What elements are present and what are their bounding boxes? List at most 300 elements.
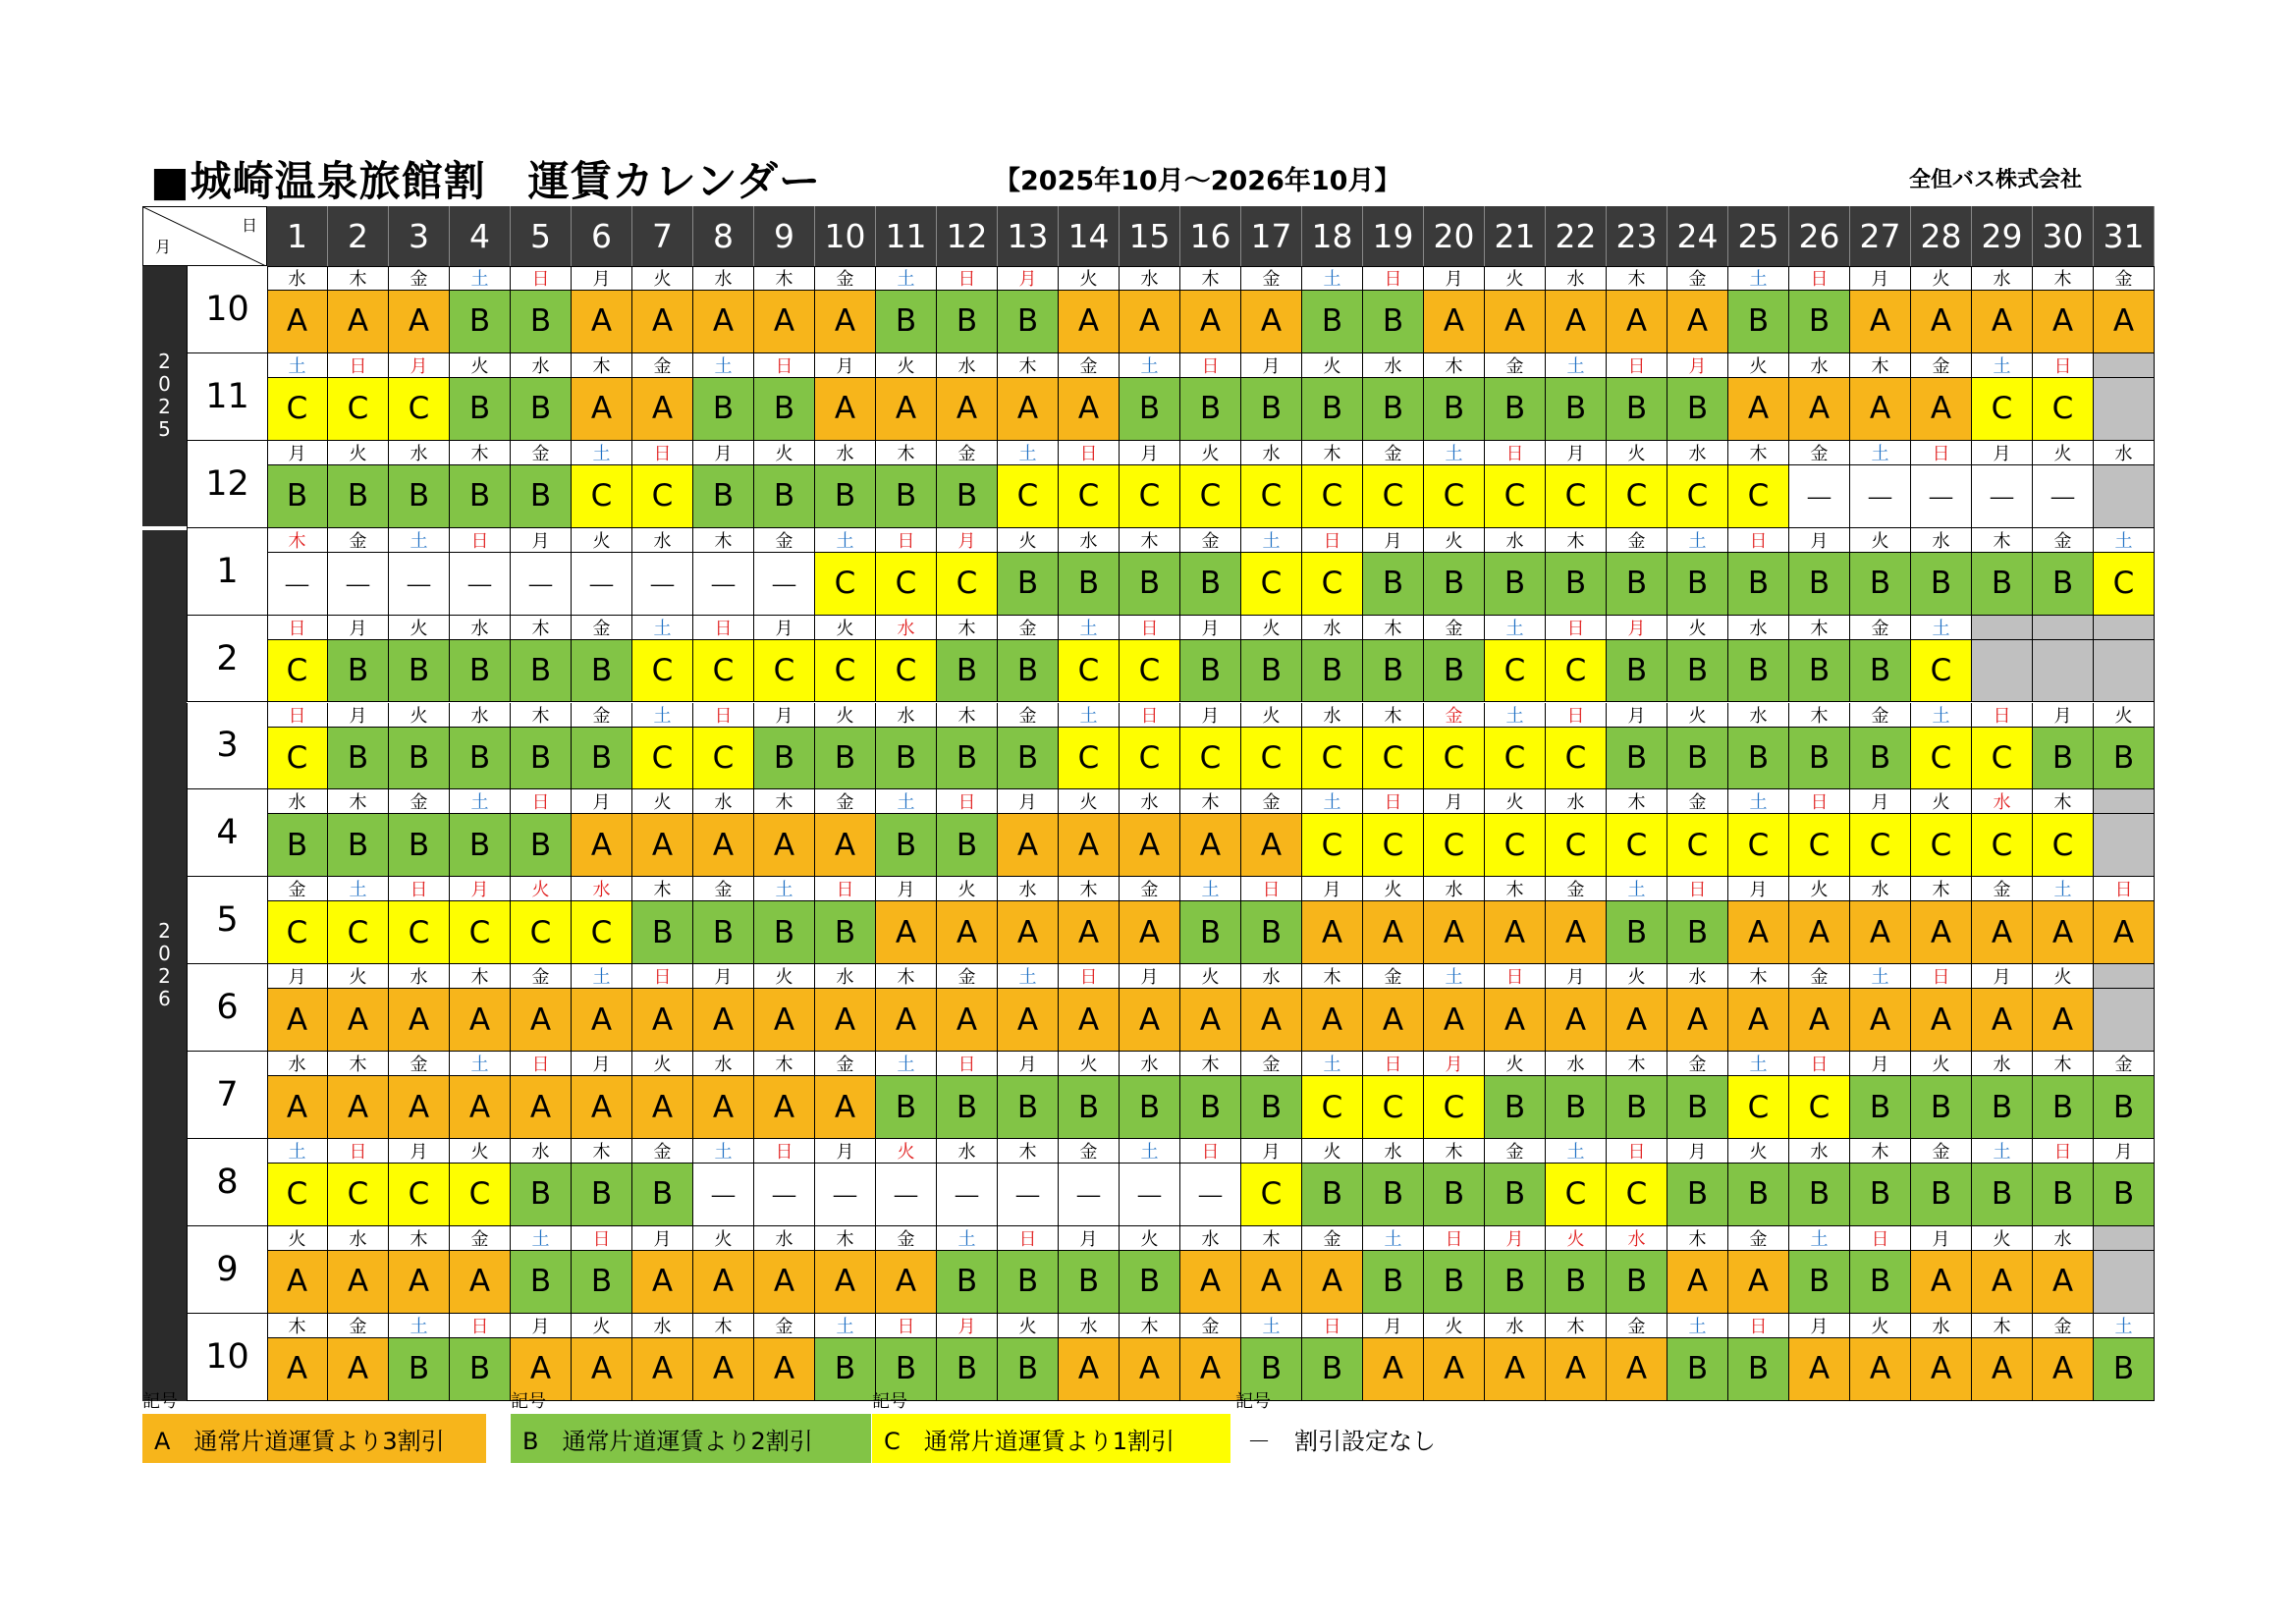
weekday-cell: 火 bbox=[1424, 528, 1485, 553]
fare-cell: B bbox=[754, 728, 815, 790]
weekday-cell: 土 bbox=[1241, 1314, 1302, 1338]
weekday-cell: 火 bbox=[998, 528, 1059, 553]
fare-cell: A bbox=[2033, 291, 2094, 353]
weekday-cell: 日 bbox=[450, 1314, 511, 1338]
fare-cell: C bbox=[1059, 728, 1120, 790]
day-header: 5 bbox=[511, 206, 572, 266]
fare-cell: B bbox=[572, 1251, 632, 1314]
legend-heading: 記号 bbox=[142, 1391, 178, 1412]
fare-cell: B bbox=[1728, 553, 1789, 616]
fare-cell: B bbox=[450, 728, 511, 790]
weekday-cell: 月 bbox=[389, 353, 450, 378]
weekday-cell: 土 bbox=[876, 1052, 937, 1076]
fare-cell: C bbox=[876, 640, 937, 703]
weekday-cell: 水 bbox=[450, 616, 511, 640]
fare-cell: C bbox=[876, 553, 937, 616]
fare-cell: B bbox=[1607, 1076, 1667, 1139]
month-label: 12 bbox=[187, 441, 267, 528]
weekday-cell: 水 bbox=[1363, 1139, 1424, 1164]
fare-cell: B bbox=[328, 465, 389, 528]
weekday-cell: 火 bbox=[1546, 1226, 1607, 1251]
weekday-cell: 火 bbox=[1911, 1052, 1972, 1076]
weekday-cell: 日 bbox=[450, 528, 511, 553]
weekday-cell: 月 bbox=[1850, 1052, 1911, 1076]
weekday-cell: 金 bbox=[2094, 266, 2155, 291]
weekday-cell: 月 bbox=[1607, 616, 1667, 640]
weekday-cell: 土 bbox=[998, 441, 1059, 465]
fare-cell: B bbox=[693, 465, 754, 528]
fare-cell: B bbox=[1424, 1251, 1485, 1314]
day-header: 30 bbox=[2033, 206, 2094, 266]
fare-cell: A bbox=[1850, 1338, 1911, 1401]
fare-cell: A bbox=[632, 814, 693, 877]
year-digit: 0 bbox=[158, 372, 171, 397]
weekday-cell: 木 bbox=[1789, 703, 1850, 728]
fare-cell: A bbox=[1972, 291, 2033, 353]
weekday-cell: 火 bbox=[1667, 616, 1728, 640]
weekday-cell: 木 bbox=[1302, 964, 1363, 989]
weekday-cell: 水 bbox=[267, 1052, 328, 1076]
fare-cell: A bbox=[511, 1338, 572, 1401]
legend-heading: 記号 bbox=[511, 1391, 546, 1412]
weekday-cell: 月 bbox=[1789, 1314, 1850, 1338]
fare-cell: A bbox=[267, 1338, 328, 1401]
weekday-cell: 日 bbox=[2033, 353, 2094, 378]
month-label: 1 bbox=[187, 528, 267, 616]
fare-cell: A bbox=[1607, 291, 1667, 353]
weekday-cell: 月 bbox=[1850, 789, 1911, 814]
fare-cell: C bbox=[1546, 1164, 1607, 1226]
fare-cell: A bbox=[876, 1251, 937, 1314]
fare-cell: B bbox=[572, 728, 632, 790]
fare-cell: A bbox=[572, 291, 632, 353]
weekday-cell: 木 bbox=[1667, 1226, 1728, 1251]
year-digit: 2 bbox=[158, 350, 171, 374]
fare-cell: C bbox=[1972, 378, 2033, 441]
fare-cell: A bbox=[1059, 291, 1120, 353]
fare-cell: B bbox=[876, 291, 937, 353]
weekday-cell: 月 bbox=[1302, 877, 1363, 901]
weekday-cell: 水 bbox=[937, 353, 998, 378]
fare-cell: A bbox=[815, 989, 876, 1052]
weekday-cell: 木 bbox=[2033, 266, 2094, 291]
weekday-cell: 日 bbox=[1850, 1226, 1911, 1251]
weekday-cell: 火 bbox=[1302, 1139, 1363, 1164]
fare-cell: B bbox=[876, 814, 937, 877]
fare-cell: B bbox=[1728, 1338, 1789, 1401]
fare-cell: C bbox=[1667, 814, 1728, 877]
fare-cell: C bbox=[2094, 553, 2155, 616]
weekday-cell: 日 bbox=[1363, 789, 1424, 814]
fare-cell: A bbox=[1485, 1338, 1546, 1401]
weekday-cell: 火 bbox=[267, 1226, 328, 1251]
weekday-cell: 日 bbox=[1607, 353, 1667, 378]
weekday-cell: 水 bbox=[1850, 877, 1911, 901]
fare-cell: C bbox=[389, 378, 450, 441]
fare-cell: B bbox=[1972, 1164, 2033, 1226]
day-header: 27 bbox=[1850, 206, 1911, 266]
fare-cell: B bbox=[1363, 553, 1424, 616]
weekday-cell: 木 bbox=[328, 1052, 389, 1076]
fare-cell: － bbox=[1972, 465, 2033, 528]
fare-cell: C bbox=[1911, 640, 1972, 703]
fare-cell: C bbox=[1789, 1076, 1850, 1139]
fare-cell: C bbox=[1120, 728, 1180, 790]
legend-item bbox=[142, 1390, 486, 1463]
weekday-cell: 土 bbox=[267, 353, 328, 378]
fare-cell: A bbox=[754, 989, 815, 1052]
fare-cell: C bbox=[267, 378, 328, 441]
weekday-cell: 水 bbox=[1972, 1052, 2033, 1076]
weekday-cell: 金 bbox=[1546, 877, 1607, 901]
fare-cell: C bbox=[1485, 465, 1546, 528]
fare-cell: B bbox=[2033, 553, 2094, 616]
legend-heading: 記号 bbox=[872, 1391, 907, 1412]
weekday-cell: 水 bbox=[511, 353, 572, 378]
weekday-cell: 木 bbox=[1911, 877, 1972, 901]
fare-cell: B bbox=[632, 1164, 693, 1226]
fare-cell: A bbox=[632, 1251, 693, 1314]
weekday-cell-empty bbox=[2094, 789, 2155, 814]
weekday-cell: 月 bbox=[1972, 964, 2033, 989]
fare-cell: A bbox=[998, 814, 1059, 877]
weekday-cell: 木 bbox=[1120, 1314, 1180, 1338]
fare-cell: B bbox=[815, 728, 876, 790]
fare-cell: A bbox=[815, 291, 876, 353]
weekday-cell: 木 bbox=[1059, 877, 1120, 901]
weekday-cell: 火 bbox=[1302, 353, 1363, 378]
weekday-cell: 土 bbox=[1302, 1052, 1363, 1076]
weekday-cell: 月 bbox=[1546, 964, 1607, 989]
year-digit: 5 bbox=[158, 417, 171, 442]
fare-cell: B bbox=[1607, 553, 1667, 616]
weekday-cell: 火 bbox=[1059, 789, 1120, 814]
fare-cell: C bbox=[1120, 640, 1180, 703]
fare-cell: B bbox=[1789, 291, 1850, 353]
fare-cell: C bbox=[1972, 728, 2033, 790]
weekday-cell: 木 bbox=[1302, 441, 1363, 465]
weekday-cell: 水 bbox=[1607, 1226, 1667, 1251]
weekday-cell: 月 bbox=[937, 528, 998, 553]
weekday-cell: 木 bbox=[328, 266, 389, 291]
period-label: 【2025年10月～2026年10月】 bbox=[994, 166, 1401, 196]
weekday-cell: 水 bbox=[1120, 1052, 1180, 1076]
fare-cell: C bbox=[511, 901, 572, 964]
fare-cell: C bbox=[1485, 640, 1546, 703]
weekday-cell: 日 bbox=[1120, 616, 1180, 640]
fare-cell: A bbox=[328, 1338, 389, 1401]
weekday-cell: 木 bbox=[1972, 1314, 2033, 1338]
fare-cell: B bbox=[937, 728, 998, 790]
day-header: 13 bbox=[998, 206, 1059, 266]
weekday-cell: 土 bbox=[389, 1314, 450, 1338]
fare-cell: A bbox=[754, 291, 815, 353]
fare-cell: A bbox=[1120, 814, 1180, 877]
fare-cell: C bbox=[267, 1164, 328, 1226]
fare-cell: B bbox=[511, 728, 572, 790]
fare-cell: C bbox=[1789, 814, 1850, 877]
weekday-cell: 木 bbox=[1607, 266, 1667, 291]
weekday-cell: 月 bbox=[1363, 528, 1424, 553]
fare-cell: B bbox=[937, 291, 998, 353]
weekday-cell: 水 bbox=[876, 616, 937, 640]
fare-cell: C bbox=[632, 465, 693, 528]
fare-cell: B bbox=[1728, 728, 1789, 790]
weekday-cell: 金 bbox=[1241, 789, 1302, 814]
fare-cell: B bbox=[572, 1164, 632, 1226]
fare-cell: C bbox=[1911, 814, 1972, 877]
weekday-cell: 水 bbox=[1120, 789, 1180, 814]
weekday-cell: 月 bbox=[1728, 877, 1789, 901]
day-header: 11 bbox=[876, 206, 937, 266]
weekday-cell: 水 bbox=[754, 1226, 815, 1251]
weekday-cell: 金 bbox=[572, 616, 632, 640]
fare-cell: A bbox=[1728, 989, 1789, 1052]
weekday-cell: 月 bbox=[1667, 353, 1728, 378]
weekday-cell: 日 bbox=[1120, 703, 1180, 728]
fare-cell: C bbox=[815, 640, 876, 703]
fare-cell: A bbox=[998, 378, 1059, 441]
fare-cell: － bbox=[815, 1164, 876, 1226]
weekday-cell: 土 bbox=[1850, 964, 1911, 989]
fare-cell: B bbox=[1911, 1164, 1972, 1226]
fare-cell: B bbox=[1728, 291, 1789, 353]
fare-cell: B bbox=[1607, 728, 1667, 790]
weekday-cell: 日 bbox=[511, 789, 572, 814]
weekday-cell: 日 bbox=[632, 964, 693, 989]
year-label bbox=[142, 266, 187, 526]
weekday-cell: 金 bbox=[815, 266, 876, 291]
fare-cell: B bbox=[1363, 1164, 1424, 1226]
fare-cell: A bbox=[1607, 989, 1667, 1052]
weekday-cell: 火 bbox=[1667, 703, 1728, 728]
fare-cell: B bbox=[937, 1251, 998, 1314]
weekday-cell: 土 bbox=[1667, 1314, 1728, 1338]
weekday-cell: 日 bbox=[1546, 703, 1607, 728]
weekday-cell: 水 bbox=[267, 789, 328, 814]
weekday-cell: 火 bbox=[1728, 1139, 1789, 1164]
day-header: 23 bbox=[1607, 206, 1667, 266]
weekday-cell: 土 bbox=[450, 266, 511, 291]
fare-cell: B bbox=[572, 640, 632, 703]
weekday-cell: 月 bbox=[1059, 1226, 1120, 1251]
weekday-cell: 木 bbox=[2033, 789, 2094, 814]
fare-cell: C bbox=[2033, 814, 2094, 877]
fare-cell: C bbox=[1728, 1076, 1789, 1139]
month-label: 11 bbox=[187, 353, 267, 441]
fare-cell: B bbox=[1180, 901, 1241, 964]
weekday-cell: 土 bbox=[754, 877, 815, 901]
fare-cell: B bbox=[815, 1338, 876, 1401]
fare-cell: A bbox=[1302, 901, 1363, 964]
fare-cell: B bbox=[267, 814, 328, 877]
weekday-cell: 日 bbox=[572, 1226, 632, 1251]
fare-cell: A bbox=[937, 378, 998, 441]
weekday-cell: 火 bbox=[632, 789, 693, 814]
weekday-cell: 火 bbox=[1911, 266, 1972, 291]
weekday-cell: 木 bbox=[1485, 877, 1546, 901]
weekday-cell: 月 bbox=[1120, 964, 1180, 989]
fare-cell: A bbox=[267, 1251, 328, 1314]
fare-calendar bbox=[142, 206, 2153, 1391]
weekday-cell: 金 bbox=[328, 1314, 389, 1338]
weekday-cell: 日 bbox=[876, 1314, 937, 1338]
weekday-cell: 日 bbox=[815, 877, 876, 901]
weekday-cell: 木 bbox=[511, 616, 572, 640]
fare-cell: A bbox=[876, 378, 937, 441]
fare-cell: B bbox=[1546, 1251, 1607, 1314]
weekday-cell: 月 bbox=[1424, 266, 1485, 291]
weekday-cell: 水 bbox=[632, 528, 693, 553]
fare-cell: B bbox=[1485, 1251, 1546, 1314]
weekday-cell: 土 bbox=[1120, 1139, 1180, 1164]
fare-cell: A bbox=[389, 989, 450, 1052]
weekday-cell: 日 bbox=[937, 789, 998, 814]
fare-cell: C bbox=[1850, 814, 1911, 877]
weekday-cell: 土 bbox=[815, 528, 876, 553]
weekday-cell: 水 bbox=[572, 877, 632, 901]
day-header: 1 bbox=[267, 206, 328, 266]
fare-cell: B bbox=[937, 465, 998, 528]
weekday-cell: 月 bbox=[572, 266, 632, 291]
weekday-cell: 木 bbox=[876, 964, 937, 989]
fare-cell-empty bbox=[2094, 465, 2155, 528]
weekday-cell: 金 bbox=[1241, 1052, 1302, 1076]
fare-cell: A bbox=[450, 989, 511, 1052]
fare-cell: A bbox=[1546, 901, 1607, 964]
fare-cell: B bbox=[1911, 553, 1972, 616]
fare-cell: B bbox=[450, 1338, 511, 1401]
month-label: 9 bbox=[187, 1226, 267, 1314]
weekday-cell: 金 bbox=[998, 616, 1059, 640]
weekday-cell: 水 bbox=[937, 1139, 998, 1164]
fare-cell: A bbox=[937, 901, 998, 964]
weekday-cell: 月 bbox=[754, 616, 815, 640]
fare-cell: B bbox=[1607, 1251, 1667, 1314]
weekday-cell: 火 bbox=[1120, 1226, 1180, 1251]
day-header: 6 bbox=[572, 206, 632, 266]
weekday-cell: 土 bbox=[1424, 964, 1485, 989]
weekday-cell: 金 bbox=[937, 441, 998, 465]
day-header: 4 bbox=[450, 206, 511, 266]
weekday-cell: 月 bbox=[1180, 616, 1241, 640]
fare-cell: C bbox=[328, 1164, 389, 1226]
weekday-cell: 金 bbox=[511, 964, 572, 989]
weekday-cell: 月 bbox=[572, 1052, 632, 1076]
weekday-cell: 土 bbox=[876, 266, 937, 291]
fare-cell: C bbox=[1911, 728, 1972, 790]
fare-cell: B bbox=[2033, 1076, 2094, 1139]
weekday-cell: 火 bbox=[632, 1052, 693, 1076]
fare-cell: C bbox=[328, 901, 389, 964]
fare-cell: C bbox=[1120, 465, 1180, 528]
fare-cell: A bbox=[1424, 989, 1485, 1052]
weekday-cell: 月 bbox=[1850, 266, 1911, 291]
fare-cell: A bbox=[1120, 1338, 1180, 1401]
weekday-cell: 金 bbox=[998, 703, 1059, 728]
weekday-cell: 土 bbox=[572, 964, 632, 989]
fare-cell: A bbox=[1607, 1338, 1667, 1401]
fare-cell: C bbox=[1728, 814, 1789, 877]
weekday-cell: 金 bbox=[1241, 266, 1302, 291]
weekday-cell: 土 bbox=[815, 1314, 876, 1338]
weekday-cell: 金 bbox=[1302, 1226, 1363, 1251]
fare-cell: C bbox=[1302, 465, 1363, 528]
fare-cell: A bbox=[1972, 901, 2033, 964]
weekday-cell: 木 bbox=[2033, 1052, 2094, 1076]
weekday-cell: 土 bbox=[1911, 616, 1972, 640]
fare-cell: A bbox=[389, 291, 450, 353]
fare-cell: － bbox=[1120, 1164, 1180, 1226]
weekday-cell: 木 bbox=[998, 353, 1059, 378]
fare-cell: B bbox=[1120, 1251, 1180, 1314]
fare-cell: B bbox=[2094, 1164, 2155, 1226]
fare-cell: B bbox=[1363, 1251, 1424, 1314]
weekday-cell: 火 bbox=[1241, 703, 1302, 728]
weekday-cell: 土 bbox=[693, 1139, 754, 1164]
fare-cell: A bbox=[998, 901, 1059, 964]
year-digit: 0 bbox=[158, 942, 171, 966]
company-name: 全但バス株式会社 bbox=[1909, 168, 2083, 192]
fare-cell: A bbox=[1302, 989, 1363, 1052]
fare-cell: C bbox=[572, 465, 632, 528]
fare-cell: C bbox=[937, 553, 998, 616]
fare-cell: A bbox=[1424, 901, 1485, 964]
fare-cell: B bbox=[1546, 553, 1607, 616]
weekday-cell: 土 bbox=[2033, 877, 2094, 901]
weekday-cell: 木 bbox=[1424, 353, 1485, 378]
fare-cell: B bbox=[1972, 553, 2033, 616]
fare-cell: A bbox=[1850, 989, 1911, 1052]
fare-cell-empty bbox=[2033, 640, 2094, 703]
weekday-cell: 金 bbox=[267, 877, 328, 901]
weekday-cell: 土 bbox=[632, 616, 693, 640]
weekday-cell: 木 bbox=[1728, 441, 1789, 465]
weekday-cell: 日 bbox=[1789, 789, 1850, 814]
weekday-cell: 土 bbox=[2094, 1314, 2155, 1338]
fare-cell: B bbox=[998, 291, 1059, 353]
fare-cell: B bbox=[1424, 553, 1485, 616]
weekday-cell: 金 bbox=[1911, 353, 1972, 378]
fare-cell: C bbox=[1180, 728, 1241, 790]
fare-cell: B bbox=[937, 1338, 998, 1401]
fare-cell: B bbox=[1363, 640, 1424, 703]
weekday-cell: 水 bbox=[328, 1226, 389, 1251]
fare-cell: B bbox=[1485, 378, 1546, 441]
year-digit: 6 bbox=[158, 987, 171, 1011]
weekday-cell: 火 bbox=[1363, 877, 1424, 901]
weekday-cell: 月 bbox=[998, 789, 1059, 814]
weekday-cell: 月 bbox=[998, 1052, 1059, 1076]
fare-cell: A bbox=[1424, 291, 1485, 353]
fare-cell: A bbox=[1180, 1338, 1241, 1401]
fare-cell: A bbox=[1059, 1338, 1120, 1401]
fare-cell: B bbox=[2094, 1338, 2155, 1401]
fare-cell: B bbox=[1302, 291, 1363, 353]
weekday-cell: 水 bbox=[693, 789, 754, 814]
weekday-cell: 木 bbox=[1850, 353, 1911, 378]
fare-cell: B bbox=[1302, 1164, 1363, 1226]
fare-cell: A bbox=[1059, 378, 1120, 441]
weekday-cell: 水 bbox=[1972, 266, 2033, 291]
fare-cell: C bbox=[1363, 728, 1424, 790]
weekday-cell: 火 bbox=[2033, 441, 2094, 465]
weekday-cell: 木 bbox=[389, 1226, 450, 1251]
fare-cell: A bbox=[450, 1251, 511, 1314]
weekday-cell: 木 bbox=[1120, 528, 1180, 553]
fare-cell: A bbox=[1059, 989, 1120, 1052]
month-label: 5 bbox=[187, 877, 267, 964]
